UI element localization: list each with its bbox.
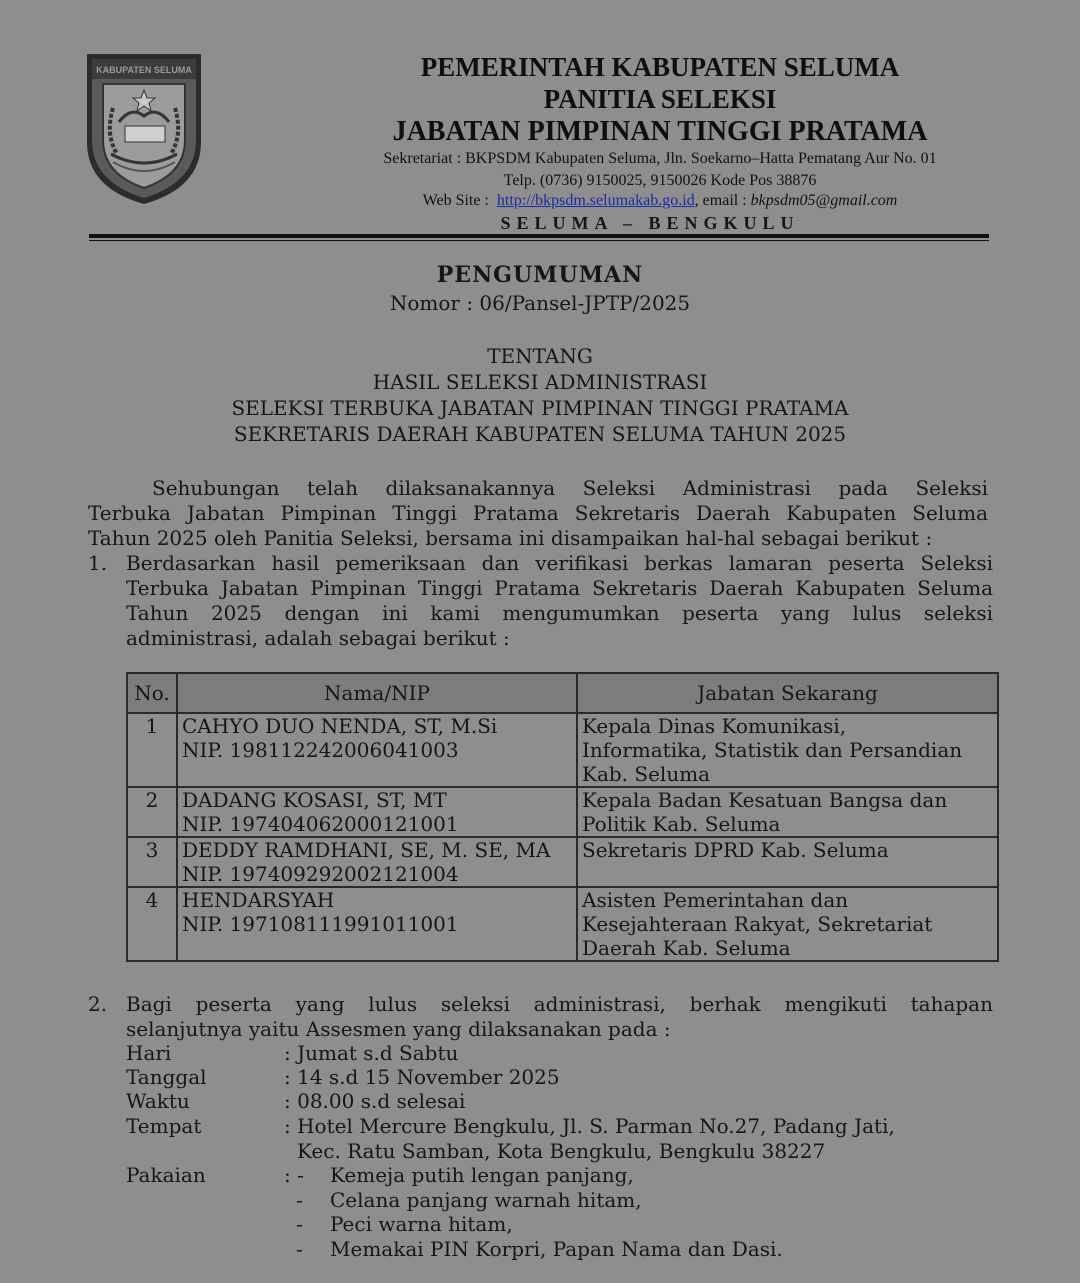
position-line: Politik Kab. Seluma: [582, 812, 781, 836]
col-header-no: No.: [127, 673, 177, 713]
header-phone: Telp. (0736) 9150025, 9150026 Kode Pos 38876: [503, 172, 817, 189]
tempat-label: Tempat: [126, 1114, 202, 1138]
web-prefix: Web Site :: [422, 192, 489, 209]
table-header-row: [127, 673, 998, 713]
tempat-value-line-2: Kec. Ratu Samban, Kota Bengkulu, Bengkulu 38227: [297, 1139, 826, 1163]
header-rule-thick: [89, 234, 989, 238]
point-1-number: 1.: [88, 551, 108, 575]
list-dash: -: [296, 1188, 303, 1212]
participant-name: DADANG KOSASI, ST, MT: [182, 788, 447, 812]
waktu-label: Waktu: [126, 1089, 190, 1113]
header-position: JABATAN PIMPINAN TINGGI PRATAMA: [392, 116, 928, 147]
intro-line: Tahun 2025 oleh Panitia Seleksi, bersama ini disampaikan hal-hal sebagai berikut :: [88, 526, 933, 550]
point-1-line: Terbuka Jabatan Pimpinan Tinggi Pratama Sekretaris Daerah Kabupaten Seluma: [126, 576, 993, 600]
email-prefix: , email :: [694, 192, 747, 209]
table-row: [127, 787, 998, 837]
email-address[interactable]: bkpsdm05@gmail.com: [750, 192, 898, 209]
subject-line-2: SELEKSI TERBUKA JABATAN PIMPINAN TINGGI PRATAMA: [231, 396, 849, 420]
header-address: Sekretariat : BKPSDM Kabupaten Seluma, Jln. Soekarno–Hatta Pematang Aur No. 01: [383, 150, 937, 167]
hari-label: Hari: [126, 1041, 172, 1065]
point-2-line: selanjutnya yaitu Assesmen yang dilaksanakan pada :: [126, 1017, 671, 1041]
table-row: [127, 887, 998, 961]
header-committee: PANITIA SELEKSI: [543, 84, 777, 114]
announcement-number: Nomor : 06/Pansel-JPTP/2025: [389, 291, 691, 315]
logo-text: KABUPATEN SELUMA: [96, 65, 192, 75]
table-row: [127, 713, 998, 787]
participant-name: DEDDY RAMDHANI, SE, M. SE, MA: [182, 838, 551, 862]
position-line: Kepala Badan Kesatuan Bangsa dan: [582, 788, 948, 812]
pakaian-item: Memakai PIN Korpri, Papan Nama dan Dasi.: [330, 1237, 783, 1261]
subject-line-3: SEKRETARIS DAERAH KABUPATEN SELUMA TAHUN 2025: [233, 422, 847, 446]
table-row: [127, 837, 998, 887]
row-number: 1: [127, 713, 177, 787]
point-2-line: Bagi peserta yang lulus seleksi administrasi, berhak mengikuti tahapan: [126, 992, 993, 1016]
participant-name: HENDARSYAH: [182, 888, 335, 912]
header-web: [240, 192, 1080, 210]
subject-line-1: HASIL SELEKSI ADMINISTRASI: [372, 370, 708, 394]
point-1-line: administrasi, adalah sebagai berikut :: [126, 626, 510, 650]
pakaian-item: Celana panjang warnah hitam,: [330, 1188, 642, 1212]
position-line: Kepala Dinas Komunikasi,: [582, 714, 847, 738]
pakaian-item: Peci warna hitam,: [330, 1212, 513, 1236]
waktu-value: : 08.00 s.d selesai: [284, 1089, 466, 1113]
position-line: Kesejahteraan Rakyat, Sekretariat: [582, 912, 933, 936]
seluma-regency-logo: [83, 50, 205, 206]
tanggal-label: Tanggal: [126, 1065, 207, 1089]
position-line: Sekretaris DPRD Kab. Seluma: [582, 838, 889, 862]
tempat-value-line-1: : Hotel Mercure Bengkulu, Jl. S. Parman No.27, Padang Jati,: [284, 1114, 895, 1138]
header-rule-thin: [89, 240, 989, 241]
participant-nip: NIP. 198112242006041003: [182, 738, 459, 762]
position-line: Asisten Pemerintahan dan: [582, 888, 849, 912]
participants-table: [126, 672, 999, 962]
point-1-line: Tahun 2025 dengan ini kami mengumumkan peserta yang lulus seleksi: [126, 601, 993, 625]
pakaian-item: Kemeja putih lengan panjang,: [330, 1163, 634, 1187]
about-label: TENTANG: [487, 344, 593, 368]
list-dash: -: [296, 1237, 303, 1261]
header-government: PEMERINTAH KABUPATEN SELUMA: [420, 52, 900, 82]
participant-nip: NIP. 197404062000121001: [182, 812, 459, 836]
point-1-text: [126, 551, 993, 651]
intro-line: Sehubungan telah dilaksanakannya Seleksi Administrasi pada Seleksi: [152, 476, 988, 500]
pakaian-prefix: : -: [284, 1163, 304, 1187]
participant-name: CAHYO DUO NENDA, ST, M.Si: [182, 714, 498, 738]
pakaian-label: Pakaian: [126, 1163, 206, 1187]
point-1-line: Berdasarkan hasil pemeriksaan dan verifikasi berkas lamaran peserta Seleksi: [126, 551, 993, 575]
participant-nip: NIP. 197108111991011001: [182, 912, 459, 936]
header-place: SELUMA – BENGKULU: [500, 213, 800, 233]
announcement-heading: PENGUMUMAN: [436, 262, 644, 288]
participant-nip: NIP. 197409292002121004: [182, 862, 459, 886]
intro-paragraph: [88, 476, 988, 551]
tanggal-value: : 14 s.d 15 November 2025: [284, 1065, 560, 1089]
intro-line: Terbuka Jabatan Pimpinan Tinggi Pratama Sekretaris Daerah Kabupaten Seluma: [88, 501, 988, 525]
col-header-position: Jabatan Sekarang: [577, 673, 998, 713]
hari-value: : Jumat s.d Sabtu: [284, 1041, 459, 1065]
row-number: 4: [127, 887, 177, 961]
row-number: 3: [127, 837, 177, 887]
website-link[interactable]: http://bkpsdm.selumakab.go.id: [496, 192, 695, 209]
row-number: 2: [127, 787, 177, 837]
position-line: Informatika, Statistik dan Persandian: [582, 738, 963, 762]
list-dash: -: [296, 1212, 303, 1236]
position-line: Daerah Kab. Seluma: [582, 936, 791, 960]
point-2-number: 2.: [88, 992, 108, 1016]
position-line: Kab. Seluma: [582, 762, 711, 786]
point-2-text: [126, 992, 993, 1042]
col-header-name: Nama/NIP: [177, 673, 577, 713]
